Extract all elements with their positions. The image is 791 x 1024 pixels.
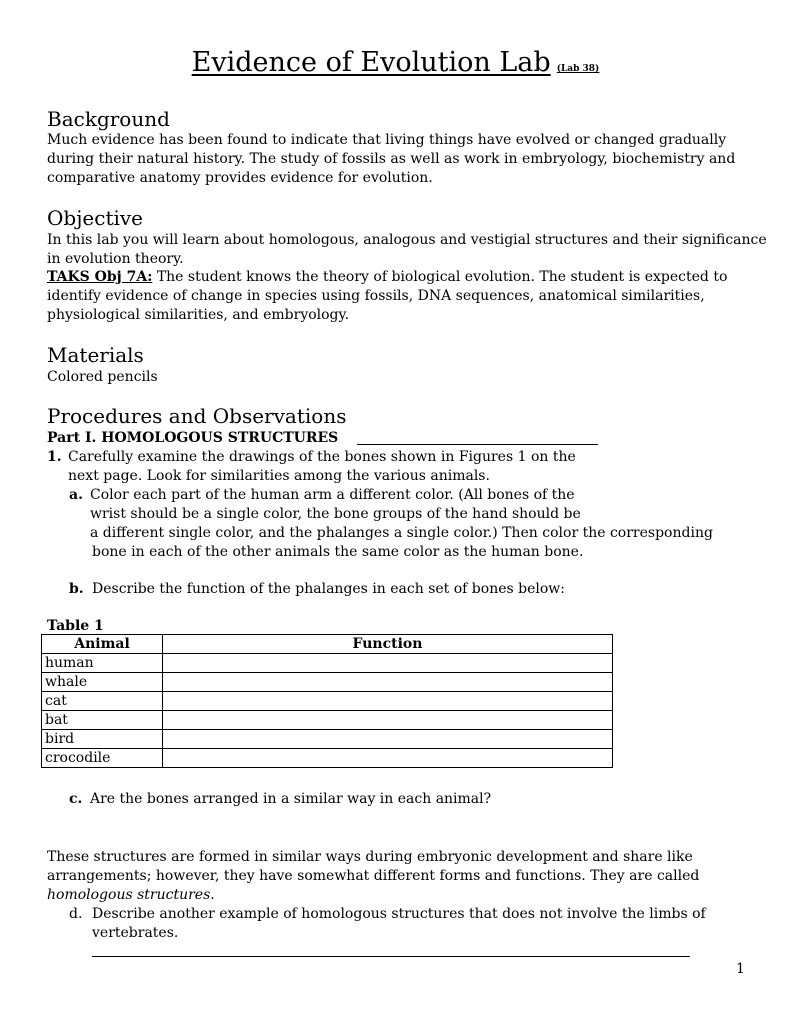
page-title: [0, 44, 791, 88]
step-a-line-3: a different single color, and the phalanges a single color.) Then color the corresponding: [90, 525, 713, 541]
animal-cell: cat: [42, 692, 163, 711]
background-text: Much evidence has been found to indicate that living things have evolved or changed gradually during their natural history. The study of fossils as well as work in embryology, biochemistry and comparative anatomy provides evidence for evolution.: [47, 132, 736, 186]
animal-cell: human: [42, 654, 163, 673]
table-row: [42, 673, 613, 692]
step-a-line-2: wrist should be a single color, the bone groups of the hand should be: [90, 506, 581, 522]
step1-number: 1.: [47, 449, 62, 465]
taks-label: TAKS Obj 7A:: [47, 269, 153, 285]
materials-text: Colored pencils: [47, 369, 158, 385]
step-c-label: c.: [69, 791, 83, 807]
function-cell[interactable]: [163, 711, 613, 730]
procedures-heading: Procedures and Observations: [47, 404, 347, 428]
step1-line-1: Carefully examine the drawings of the bones shown in Figures 1 on the: [68, 449, 576, 465]
step-d-label: d.: [69, 906, 83, 922]
function-cell[interactable]: [163, 730, 613, 749]
step-c-text: Are the bones arranged in a similar way in each animal?: [90, 791, 492, 807]
table-row: [42, 711, 613, 730]
title-lab-number: (Lab 38): [556, 64, 600, 74]
step-b-label: b.: [69, 581, 84, 597]
animal-cell: bat: [42, 711, 163, 730]
objective-heading: Objective: [47, 206, 144, 230]
table-row: [42, 654, 613, 673]
answer-line[interactable]: [92, 956, 690, 957]
homologous-term: homologous structures: [47, 887, 211, 903]
homologous-paragraph: These structures are formed in similar ways during embryonic development and share like arrangements; however, they have somewhat different forms and functions. They are called homologous structures.: [47, 849, 700, 903]
animal-cell: whale: [42, 673, 163, 692]
step-a-line-1: Color each part of the human arm a different color. (All bones of the: [90, 487, 575, 503]
table1-header-row: [42, 635, 613, 654]
animal-cell: bird: [42, 730, 163, 749]
table1-caption: Table 1: [47, 618, 104, 634]
table1: [41, 634, 613, 768]
materials-heading: Materials: [47, 343, 144, 367]
function-cell[interactable]: [163, 749, 613, 768]
step-d-line-2: vertebrates.: [92, 925, 179, 941]
table1-header-function: Function: [163, 635, 613, 654]
function-cell[interactable]: [163, 692, 613, 711]
function-cell[interactable]: [163, 673, 613, 692]
step-b-text: Describe the function of the phalanges in each set of bones below:: [92, 581, 565, 597]
objective-text: In this lab you will learn about homologous, analogous and vestigial structures and their significance in evolution theory.: [47, 232, 767, 267]
page-number: 1: [736, 961, 745, 977]
title-main: Evidence of Evolution Lab: [191, 47, 551, 78]
taks-text: The student knows the theory of biological evolution. The student is expected to identify evidence of change in species using fossils, DNA sequences, anatomical similarities, physiological similarities, and embryology.: [47, 269, 728, 323]
part1-label: Part I. HOMOLOGOUS STRUCTURES: [47, 430, 339, 446]
animal-cell: crocodile: [42, 749, 163, 768]
table-row: [42, 749, 613, 768]
step1-line-2: next page. Look for similarities among the various animals.: [68, 468, 490, 484]
table1-header-animal: Animal: [42, 635, 163, 654]
step-d-line-1: Describe another example of homologous structures that does not involve the limbs of: [92, 906, 706, 922]
part1-heading: [47, 429, 338, 448]
table-row: [42, 730, 613, 749]
part1-underline: [357, 444, 598, 445]
background-heading: Background: [47, 107, 170, 131]
step-a-label: a.: [69, 487, 83, 503]
function-cell[interactable]: [163, 654, 613, 673]
taks-objective: [47, 268, 767, 325]
step-a-line-4: bone in each of the other animals the same color as the human bone.: [92, 544, 584, 560]
table-row: [42, 692, 613, 711]
